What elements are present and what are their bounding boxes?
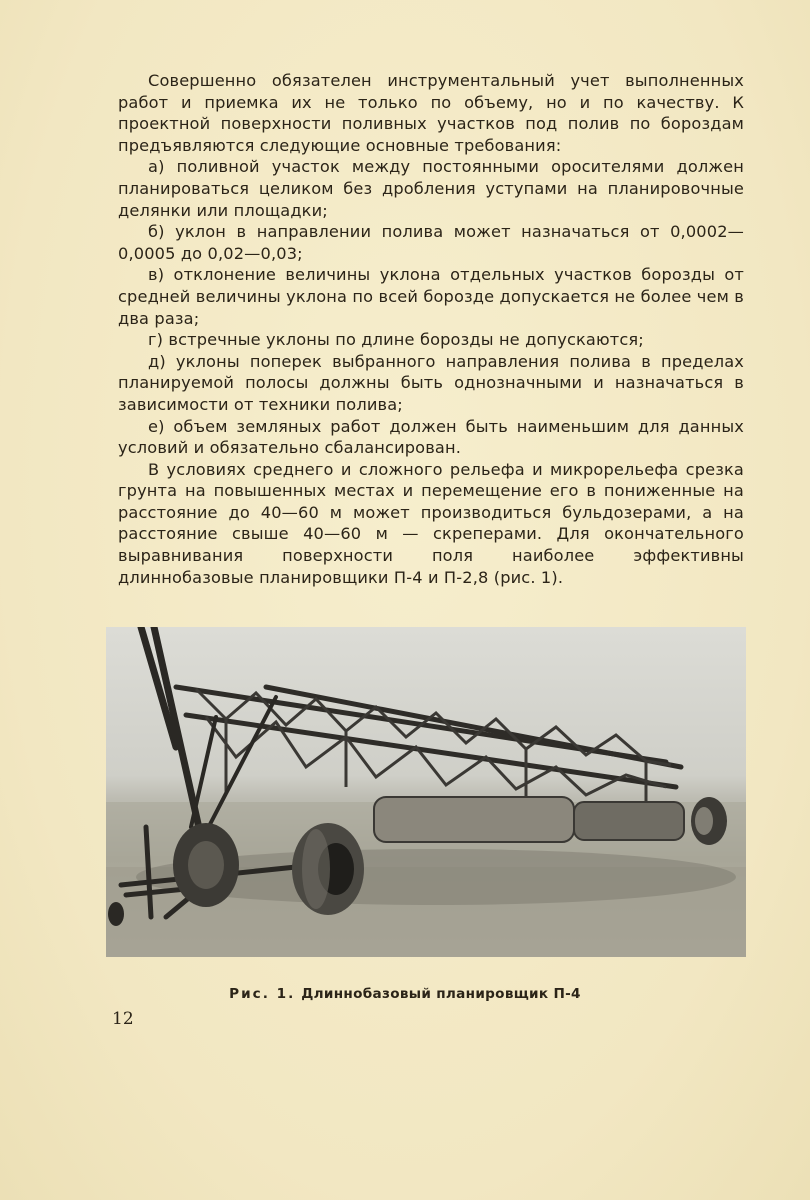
page-number: 12 (112, 1009, 134, 1029)
paragraph-conditions: В условиях среднего и сложного рельефа и микрорельефа срезка грунта на повышенных местах и перемещение его в пониженные на расстояние до 40—60 м может производиться бульдозерами, а на расстояние свыше 40—60 м — скреперами. Для окончательного выравнивания поверхности поля наиболее эффективны длиннобазовые планировщики П-4 и П-2,8 (рис. 1). (118, 459, 744, 587)
paragraph-item-v: в) отклонение величины уклона отдельных участков борозды от средней величины уклона по всей борозде допускается не более чем в два раза; (118, 265, 744, 328)
planner-illustration (106, 627, 746, 957)
body-text (118, 70, 744, 588)
paragraph-item-d: д) уклоны поперек выбранного направления полива в пределах планируемой полосы должны быть однозначными и назначаться в зависимости от техники полива; (118, 351, 744, 414)
paragraph-item-g: г) встречные уклоны по длине борозды не допускаются; (148, 330, 644, 350)
wheel-small-front (108, 902, 124, 926)
paragraph-item-b: б) уклон в направлении полива может назначаться от 0,0002—0,0005 до 0,02—0,03; (118, 222, 744, 263)
wheel-rear (691, 797, 727, 845)
wheel-front-left (173, 823, 239, 907)
figure-caption (0, 986, 810, 1002)
paragraph-item-e: е) объем земляных работ должен быть наименьшим для данных условий и обязательно сбалансирован. (118, 416, 744, 458)
figure-photo-planner (106, 627, 746, 957)
wheel-front-right (292, 823, 364, 915)
figure-caption-text: Длиннобазовый планировщик П-4 (301, 986, 581, 1002)
paragraph-item-a: а) поливной участок между постоянными оросителями должен планироваться целиком без дробления уступами на планировочные делянки или площадки; (118, 157, 744, 220)
figure-label: Рис. 1. (229, 986, 296, 1002)
paragraph-intro: Совершенно обязателен инструментальный учет выполненных работ и приемка их не только по объему, но и по качеству. К проектной поверхности поливных участков под полив по бороздам предъявляются следующие основные требования: (118, 71, 744, 155)
